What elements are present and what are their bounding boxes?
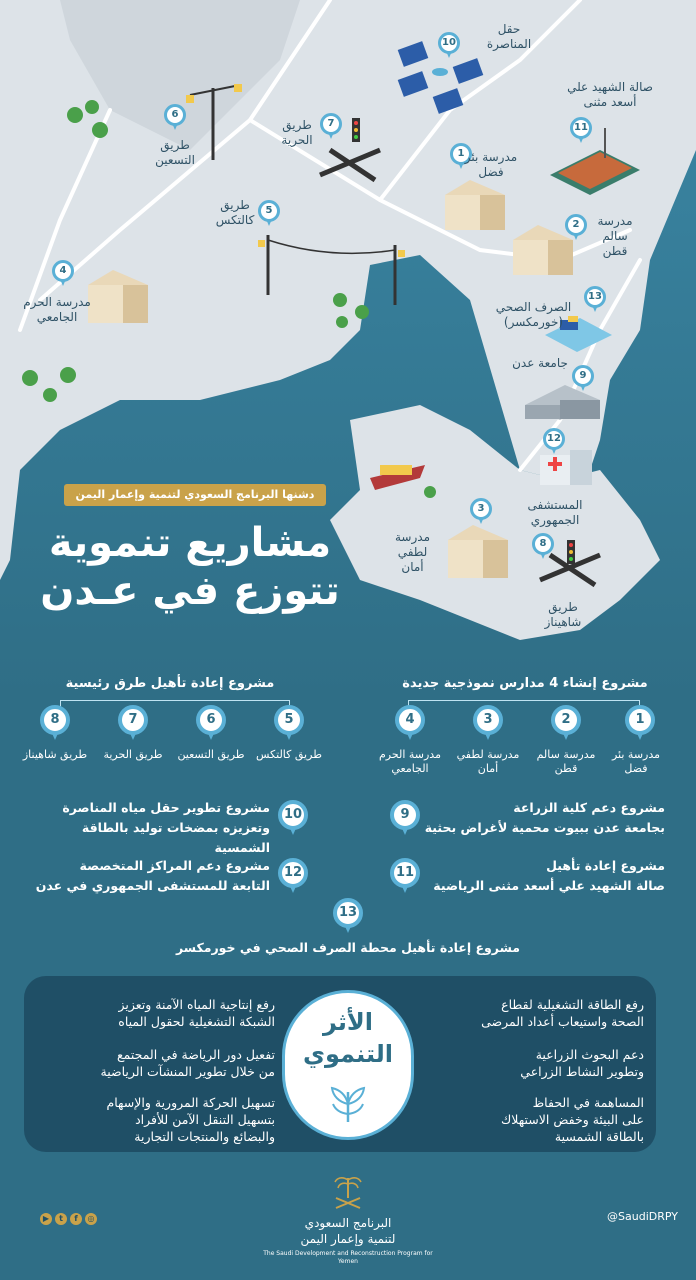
- page-title-line1: مشاريع تنموية: [48, 520, 332, 566]
- road-label-6: طريق التسعين: [177, 748, 245, 761]
- map-pin-5: 5: [258, 200, 280, 228]
- map-pin-4: 4: [52, 260, 74, 288]
- map-label-school-4: مدرسة الحرم الجامعي: [23, 295, 91, 324]
- project-pin-10: 10: [278, 800, 308, 836]
- road-pin-8: 8: [40, 705, 70, 741]
- map-label-road-5: طريق كالتكس: [215, 198, 255, 227]
- map-label-road-8: طريق شاهيناز: [544, 600, 582, 629]
- impact-right-3: المساهمة في الحفاظ على البيئة وخفض الاستهلاك بالطاقة الشمسية: [500, 1095, 644, 1144]
- project-11-line2: صالة الشهيد علي أسعد مثنى الرياضية: [433, 878, 665, 893]
- project-10-line1: مشروع تطوير حقل مياه المناصرة: [62, 800, 270, 815]
- road-pin-6: 6: [196, 705, 226, 741]
- school-label-4: مدرسة الحرم الجامعي: [379, 748, 441, 775]
- school-label-2: مدرسة سالم قطن: [536, 748, 596, 775]
- map-pin-6: 6: [164, 104, 186, 132]
- impact-left-1: رفع إنتاجية المياه الآمنة وتعزيز الشبكة التشغيلية لحقول المياه: [118, 997, 275, 1029]
- facebook-icon[interactable]: f: [70, 1213, 82, 1225]
- school-pin-3: 3: [473, 705, 503, 741]
- twitter-icon[interactable]: t: [55, 1213, 67, 1225]
- school-pin-1: 1: [625, 705, 655, 741]
- footer-org-en: The Saudi Development and Reconstruction Program for Yemen: [263, 1250, 433, 1265]
- map-pin-1: 1: [450, 143, 472, 171]
- map-label-sewage: الصرف الصحي (خورمكسر): [495, 300, 572, 329]
- map-label-hospital: المستشفى الجمهوري: [527, 498, 583, 527]
- impact-title-line1: الأثر: [322, 1008, 374, 1036]
- project-pin-11: 11: [390, 858, 420, 894]
- footer-org-line1: البرنامج السعودي: [304, 1216, 392, 1230]
- project-11-line1: مشروع إعادة تأهيل: [546, 858, 665, 873]
- map-pin-2: 2: [565, 214, 587, 242]
- map-label-school-3: مدرسة لطفي أمان: [394, 530, 430, 574]
- palm-swords-emblem-icon: [332, 1172, 364, 1212]
- impact-left-3: تسهيل الحركة المرورية والإسهام بتسهيل التنقل الآمن للأفراد والبضائع والمنتجات التجارية: [106, 1095, 275, 1144]
- footer-org-line2: لتنمية وإعمار اليمن: [300, 1232, 396, 1246]
- map-label-sports-hall: صالة الشهيد علي أسعد مثنى: [567, 80, 653, 109]
- roads-group-title: مشروع إعادة تأهيل طرق رئيسية: [65, 676, 275, 691]
- social-handle[interactable]: @SaudiDRPY: [607, 1210, 678, 1223]
- map-pin-7: 7: [320, 113, 342, 141]
- road-label-8: طريق شاهيناز: [22, 748, 88, 761]
- project-9-line2: بجامعة عدن ببيوت محمية لأغراض بحثية: [424, 820, 665, 835]
- map-pin-13: 13: [584, 286, 606, 314]
- impact-right-1: رفع الطاقة التشغيلية لقطاع الصحة واستيعاب أعداد المرضى: [481, 997, 644, 1029]
- road-pin-5: 5: [274, 705, 304, 741]
- road-label-5: طريق كالتكس: [256, 748, 322, 761]
- schools-bracket: [408, 700, 640, 701]
- impact-left-2: تفعيل دور الرياضة في المجتمع من خلال تطوير المنشآت الرياضية: [100, 1047, 275, 1079]
- school-label-3: مدرسة لطفي أمان: [456, 748, 520, 775]
- map-pin-10: 10: [438, 32, 460, 60]
- project-9-line1: مشروع دعم كلية الزراعة: [513, 800, 665, 815]
- page-title-line2: تتوزع في عـدن: [40, 568, 340, 614]
- project-pin-9: 9: [390, 800, 420, 836]
- leaf-emblem-icon: [327, 1084, 369, 1124]
- project-13-line1: مشروع إعادة تأهيل محطة الصرف الصحي في خورمكسر: [175, 940, 521, 955]
- launch-banner: دشنها البرنامج السعودي لتنمية وإعمار اليمن: [64, 484, 326, 506]
- instagram-icon[interactable]: ◎: [85, 1213, 97, 1225]
- map-pin-3: 3: [470, 498, 492, 526]
- map-pin-12: 12: [543, 428, 565, 456]
- map-pin-9: 9: [572, 365, 594, 393]
- impact-title-line2: التنموي: [303, 1040, 393, 1068]
- school-pin-2: 2: [551, 705, 581, 741]
- schools-group-title: مشروع إنشاء 4 مدارس نموذجية جديدة: [402, 676, 648, 691]
- roads-bracket: [60, 700, 290, 701]
- project-pin-13: 13: [333, 898, 363, 934]
- school-label-1: مدرسة بئر فضل: [611, 748, 661, 775]
- project-12-line1: مشروع دعم المراكز المتخصصة: [79, 858, 270, 873]
- project-10-line2: وتعزيزه بمضخات توليد بالطاقة الشمسية: [81, 820, 270, 855]
- youtube-icon[interactable]: ▶: [40, 1213, 52, 1225]
- map-label-university: جامعة عدن: [512, 356, 568, 370]
- project-pin-12: 12: [278, 858, 308, 894]
- project-12-line2: التابعة للمستشفى الجمهوري في عدن: [35, 878, 270, 893]
- road-pin-7: 7: [118, 705, 148, 741]
- map-pin-8: 8: [532, 533, 554, 561]
- map-label-school-2: مدرسة سالم قطن: [597, 214, 633, 258]
- map-label-water-field: حقل المناصرة: [486, 22, 532, 51]
- map-label-road-7: طريق الحرية: [281, 118, 313, 147]
- map-pin-11: 11: [570, 117, 592, 145]
- map-label-road-6: طريق التسعين: [155, 138, 195, 167]
- map-label-school-1: مدرسة بئر فضل: [464, 150, 518, 179]
- road-label-7: طريق الحرية: [103, 748, 163, 761]
- impact-right-2: دعم البحوث الزراعية وتطوير النشاط الزراعي: [520, 1047, 644, 1079]
- school-pin-4: 4: [395, 705, 425, 741]
